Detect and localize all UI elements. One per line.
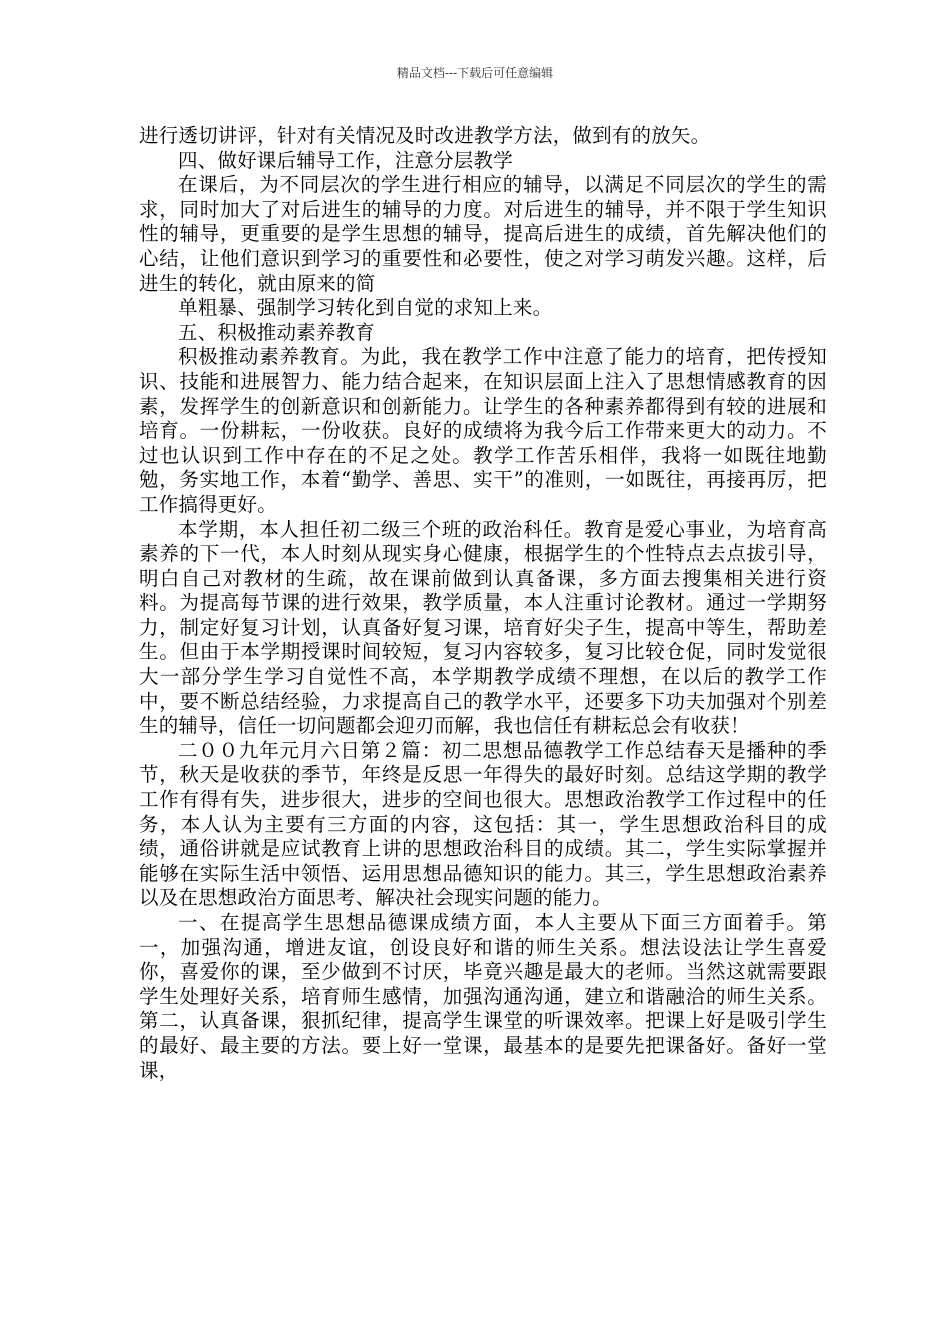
paragraph: 二００九年元月六日第２篇：初二思想品德教学工作总结春天是播种的季节，秋天是收获的季节，年终是反思一年得失的最好时刻。总结这学期的教学工作有得有失，进步很大，进步的空间也很大。思想政治教学工作过程中的任务，本人认为主要有三方面的内容，这包括：其一，学生思想政治科目的成绩，通俗讲就是应试教育上讲的思想政治科目的成绩。其二，学生实际掌握并能够在实际生活中领悟、运用思想品德知识的能力。其三，学生思想政治素养以及在思想政治方面思考、解决社会现实问题的能力。	[139, 738, 827, 910]
paragraph: 单粗暴、强制学习转化到自觉的求知上来。	[178, 296, 553, 320]
paragraph: 一、在提高学生思想品德课成绩方面，本人主要从下面三方面着手。第一，加强沟通，增进友谊，创设良好和谐的师生关系。想法设法让学生喜爱你，喜爱你的课，至少做到不讨厌，毕竟兴趣是最大的老师。当然这就需要跟学生处理好关系，培育师生感情，加强沟通沟通，建立和谐融洽的师生关系。第二，认真备课，狠抓纪律，提高学生课堂的听课效率。把课上好是吸引学生的最好、最主要的方法。要上好一堂课，最基本的是要先把课备好。备好一堂课，	[139, 911, 827, 1082]
paragraph: 在课后，为不同层次的学生进行相应的辅导，以满足不同层次的学生的需求，同时加大了对后进生的辅导的力度。对后进生的辅导，并不限于学生知识性的辅导，更重要的是学生思想的辅导，提高后进生的成绩，首先解决他们的心结，让他们意识到学习的重要性和必要性，使之对学习萌发兴趣。这样，后进生的转化，就由原来的简	[139, 173, 827, 295]
paragraph: 积极推动素养教育。为此，我在教学工作中注意了能力的培育，把传授知识、技能和进展智力、能力结合起来，在知识层面上注入了思想情感教育的因素，发挥学生的创新意识和创新能力。让学生的各种素养都得到有较的进展和培育。一份耕耘，一份收获。良好的成绩将为我今后工作带来更大的动力。不过也认识到工作中存在的不足之处。教学工作苦乐相伴，我将一如既往地勤勉，务实地工作，本着“勤学、善思、实干”的准则，一如既往，再接再厉，把工作搞得更好。	[139, 345, 827, 516]
document-body	[139, 124, 827, 1083]
section-heading: 四、做好课后辅导工作，注意分层教学	[178, 148, 513, 172]
paragraph: 本学期，本人担任初二级三个班的政治科任。教育是爱心事业，为培育高素养的下一代，本人时刻从现实身心健康，根据学生的个性特点去点拔引导，明白自己对教材的生疏，故在课前做到认真备课，多方面去搜集相关进行资料。为提高每节课的进行效果，教学质量，本人注重讨论教材。通过一学期努力，制定好复习计划，认真备好复习课，培育好尖子生，提高中等生，帮助差生。但由于本学期授课时间较短，复习内容较多，复习比较仓促，同时发觉很大一部分学生学习自觉性不高，本学期教学成绩不理想，在以后的教学工作中，要不断总结经验，力求提高自己的教学水平，还要多下功夫加强对个别差生的辅导，信任一切问题都会迎刃而解，我也信任有耕耘总会有收获！	[139, 517, 827, 738]
page-header: 精品文档---下载后可任意编辑	[396, 66, 554, 80]
paragraph: 进行透切讲评，针对有关情况及时改进教学方法，做到有的放矢。	[139, 124, 711, 147]
section-heading: 五、积极推动素养教育	[178, 320, 376, 344]
